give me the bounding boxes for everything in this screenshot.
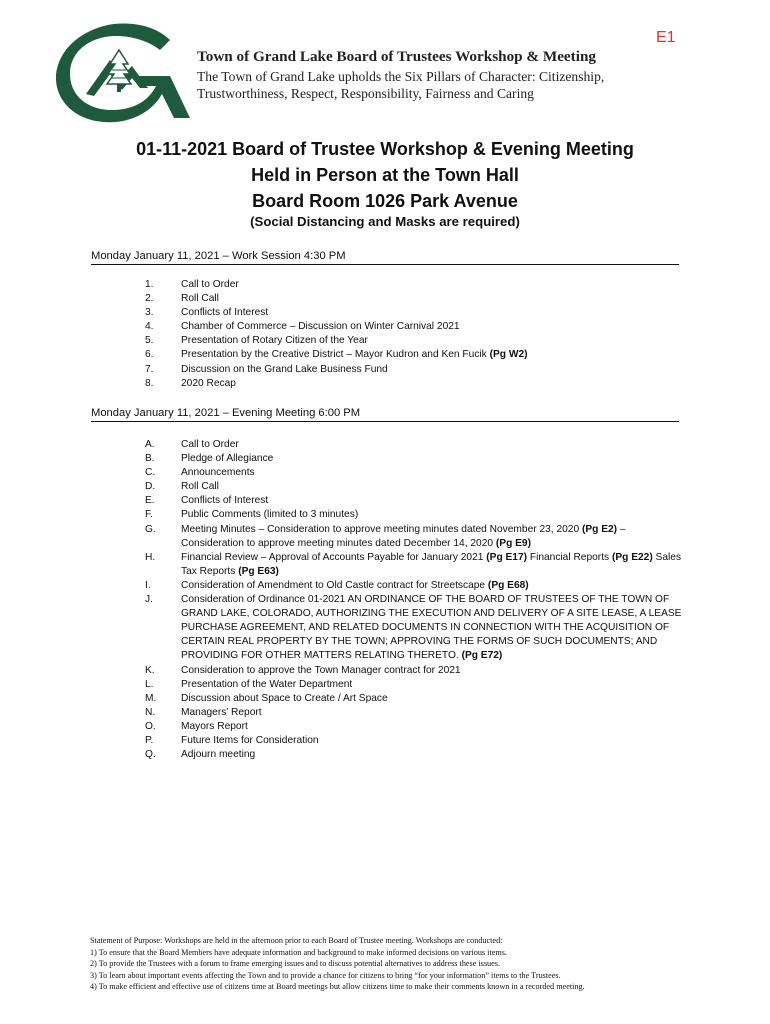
item-text [181, 466, 685, 480]
item-number: 4. [145, 321, 154, 333]
list-item [145, 748, 685, 762]
list-item [145, 278, 685, 292]
list-item [145, 664, 685, 678]
item-text [181, 720, 685, 734]
page-reference: (Pg E9) [495, 537, 531, 549]
item-number: 8. [145, 377, 154, 389]
item-letter: L. [145, 678, 154, 690]
list-item [145, 678, 685, 692]
page-reference: (Pg E72) [461, 650, 503, 662]
list-item [145, 593, 685, 663]
item-label: Consideration of Amendment to Old Castle contract for Streetscape [181, 579, 488, 591]
evening-meeting-agenda [145, 438, 685, 762]
list-item [145, 292, 685, 306]
motto-line: Trustworthiness, Respect, Responsibility, Fairness and Caring [197, 86, 534, 101]
item-text [181, 306, 685, 320]
item-label: Call to Order [181, 279, 239, 290]
item-letter: D. [145, 481, 156, 493]
item-text [181, 452, 685, 466]
item-text [181, 664, 685, 678]
item-label: Mayors Report [181, 720, 248, 732]
item-text [181, 494, 685, 508]
item-text [181, 278, 685, 292]
item-label: Roll Call [181, 293, 219, 305]
list-item [145, 377, 685, 391]
item-label: Discussion about Space to Create / Art Space [181, 692, 388, 704]
item-text [181, 593, 685, 663]
item-text [181, 348, 685, 362]
list-item [145, 334, 685, 348]
item-label: Presentation by the Creative District – Mayor Kudron and Ken Fucik [181, 349, 490, 361]
item-label: Public Comments (limited to 3 minutes) [181, 509, 359, 521]
list-item [145, 348, 685, 362]
list-item [145, 523, 685, 551]
page-reference: (Pg E2) [581, 523, 618, 535]
page-reference: (Pg E68) [487, 579, 529, 591]
item-text [181, 292, 685, 306]
item-text [181, 363, 685, 377]
purpose-line: 3) To learn about important events affecting the Town and to provide a chance for citizens to bring “for your information” items to the Trustees. [90, 970, 561, 980]
item-letter: N. [145, 706, 156, 718]
item-label: Presentation of the Water Department [181, 678, 353, 690]
item-label: Consideration of Ordinance 01-2021 AN ORDINANCE OF THE BOARD OF TRUSTEES OF THE TOWN OF GRAND LAKE, COLORADO, AUTHORIZING THE EXECUTION AND DELIVERY OF A SITE LEASE, A LEASE PURCHASE AGREEMENT, AND RELATED DOCUMENTS IN CONNECTION WITH THE ACQUISITION OF CERTAIN REAL PROPERTY BY THE TOWN; APPROVING THE FORMS OF SUCH DOCUMENTS; AND PROVIDING FOR OTHER MATTERS RELATING THERETO. [181, 594, 682, 662]
item-label: Managers’ Report [181, 706, 262, 718]
item-letter: M. [145, 692, 157, 704]
item-label: Financial Review – Approval of Accounts Payable for January 2021 [181, 551, 487, 563]
item-label: Meeting Minutes – Consideration to approve meeting minutes dated November 23, 2020 [181, 523, 582, 535]
item-letter: G. [145, 523, 156, 535]
item-label: Consideration to approve the Town Manager contract for 2021 [181, 664, 461, 676]
list-item [145, 494, 685, 508]
motto-line: The Town of Grand Lake upholds the Six Pillars of Character: Citizenship, [197, 69, 605, 84]
item-text [181, 377, 685, 391]
item-text [181, 706, 685, 720]
item-number: 2. [145, 293, 154, 305]
page-tag: E1 [656, 29, 676, 46]
list-item [145, 480, 685, 494]
meeting-location: Held in Person at the Town Hall [251, 165, 519, 185]
item-label: Chamber of Commerce – Discussion on Winter Carnival 2021 [181, 321, 460, 333]
work-session-agenda [145, 278, 685, 391]
item-text [181, 748, 685, 762]
item-label: 2020 Recap [181, 377, 236, 389]
meeting-room: Board Room 1026 Park Avenue [252, 191, 518, 211]
item-letter: I. [145, 579, 151, 591]
item-label: Pledge of Allegiance [181, 453, 274, 465]
item-text [181, 678, 685, 692]
page-reference: (Pg E22) [611, 551, 653, 563]
item-letter: B. [145, 453, 155, 465]
list-item [145, 551, 685, 579]
item-letter: Q. [145, 749, 156, 761]
item-label: Future Items for Consideration [181, 734, 319, 746]
item-text [181, 551, 685, 579]
page-reference: (Pg W2) [489, 349, 528, 361]
item-letter: C. [145, 467, 156, 479]
list-item [145, 692, 685, 706]
item-letter: J. [145, 594, 153, 606]
item-letter: A. [145, 439, 155, 450]
item-letter: O. [145, 720, 156, 732]
item-label: Sales Tax Reports [181, 551, 682, 577]
item-label: Discussion on the Grand Lake Business Fund [181, 363, 388, 375]
purpose-line: 4) To make efficient and effective use of citizens time at Board meetings but allow citizens time to make their comments known in a recorded meeting. [90, 982, 585, 991]
org-motto [197, 68, 677, 102]
item-letter: K. [145, 664, 155, 676]
item-number: 7. [145, 363, 154, 375]
meeting-title: 01-11-2021 Board of Trustee Workshop & Evening Meeting [136, 139, 634, 159]
list-item [145, 706, 685, 720]
item-text [181, 579, 685, 593]
evening-meeting-heading: Monday January 11, 2021 – Evening Meeting 6:00 PM [91, 407, 679, 422]
item-number: 5. [145, 335, 154, 347]
item-letter: H. [145, 551, 156, 563]
item-text [181, 334, 685, 348]
item-letter: P. [145, 734, 154, 746]
list-item [145, 720, 685, 734]
list-item [145, 438, 685, 452]
statement-of-purpose [90, 935, 690, 993]
meeting-requirements: (Social Distancing and Masks are required) [250, 214, 520, 229]
item-letter: E. [145, 495, 155, 507]
list-item [145, 320, 685, 334]
item-label: Adjourn meeting [181, 749, 256, 761]
town-logo-icon [52, 20, 192, 124]
item-letter: F. [145, 509, 153, 521]
list-item [145, 306, 685, 320]
item-text [181, 734, 685, 748]
item-text [181, 320, 685, 334]
item-text [181, 480, 685, 494]
item-text [181, 523, 685, 551]
item-number: 6. [145, 349, 154, 361]
item-text [181, 508, 685, 522]
list-item [145, 579, 685, 593]
work-session-heading: Monday January 11, 2021 – Work Session 4:30 PM [91, 250, 679, 265]
item-label: Call to Order [181, 439, 239, 450]
list-item [145, 466, 685, 480]
org-title: Town of Grand Lake Board of Trustees Workshop & Meeting [197, 48, 596, 65]
purpose-line: 2) To provide the Trustees with a forum to frame emerging issues and to discuss potential alternatives to address these issues. [90, 959, 501, 968]
item-number: 1. [145, 279, 154, 290]
item-label: Conflicts of Interest [181, 495, 269, 507]
purpose-line: 1) To ensure that the Board Members have adequate information and background to make informed decisions on various items. [90, 947, 507, 957]
item-label: Financial Reports [527, 551, 612, 563]
list-item [145, 363, 685, 377]
list-item [145, 734, 685, 748]
item-label: Conflicts of Interest [181, 307, 269, 319]
list-item [145, 508, 685, 522]
page-reference: (Pg E63) [238, 565, 279, 577]
item-text [181, 692, 685, 706]
item-label: – Consideration to approve meeting minutes dated December 14, 2020 [181, 523, 626, 549]
item-label: Roll Call [181, 481, 219, 493]
item-number: 3. [145, 307, 154, 319]
item-label: Presentation of Rotary Citizen of the Year [181, 335, 368, 347]
purpose-line: Statement of Purpose: Workshops are held in the afternoon prior to each Board of Trustee meeting. Workshops are conducted: [90, 936, 503, 945]
list-item [145, 452, 685, 466]
item-text [181, 438, 685, 452]
item-label: Announcements [181, 467, 255, 479]
page-reference: (Pg E17) [486, 551, 528, 563]
